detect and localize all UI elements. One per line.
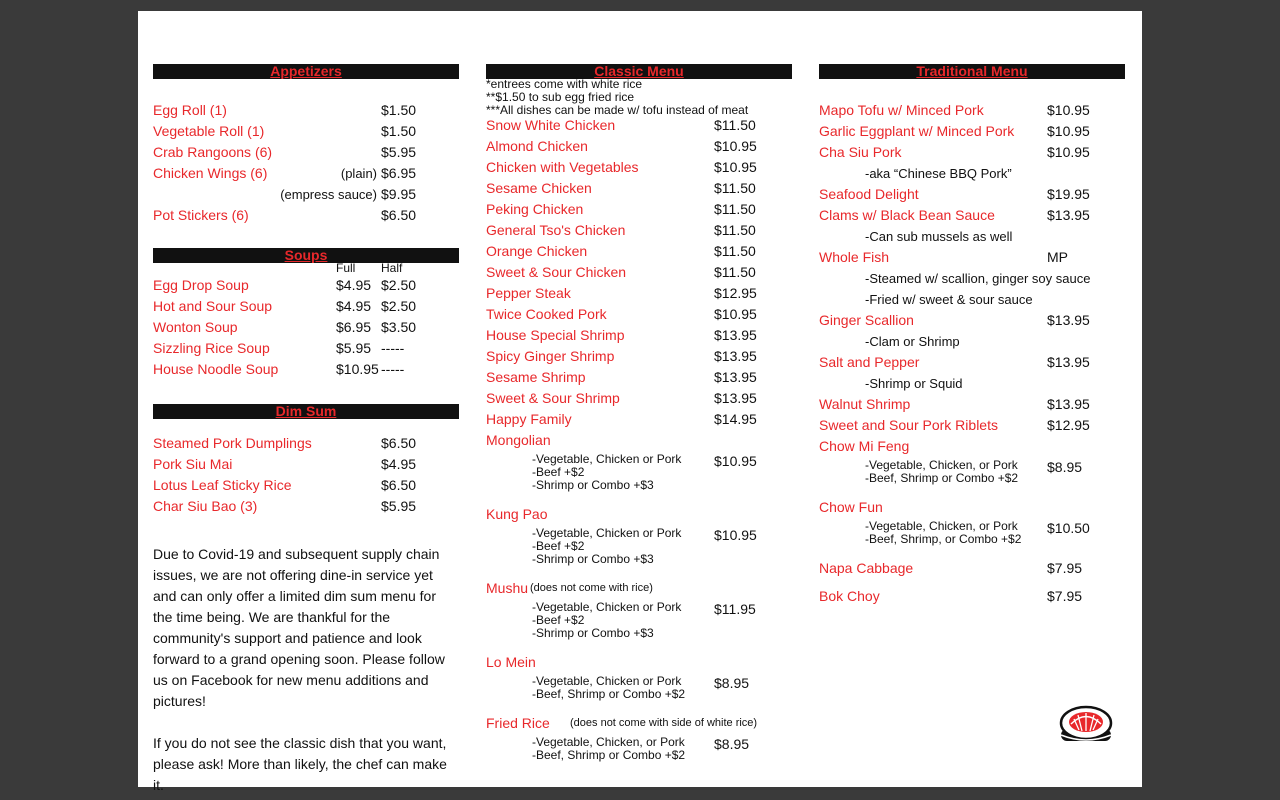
full-price: $10.95: [336, 361, 379, 377]
item-price: $13.95: [714, 327, 757, 343]
item-price: $12.95: [714, 285, 757, 301]
spacer: [486, 494, 792, 504]
item-price: $6.50: [381, 435, 417, 451]
full-price: $5.95: [336, 340, 372, 356]
spacer: [819, 548, 1125, 558]
option-lines: [532, 453, 681, 492]
option-line: -Vegetable, Chicken, or Pork: [865, 519, 1018, 533]
mongolian-block: [486, 430, 792, 504]
restaurant-logo: [1058, 705, 1114, 745]
item-detail: [819, 373, 1125, 394]
item-name: Sweet & Sour Shrimp: [486, 390, 620, 406]
classic-header: Classic Menu: [486, 64, 792, 79]
item-name: Peking Chicken: [486, 201, 584, 217]
item-price: $10.50: [1047, 520, 1090, 536]
lomein-heading: [486, 652, 792, 673]
menu-item: [153, 205, 459, 226]
spacer: [486, 703, 792, 713]
item-name: Snow White Chicken: [486, 117, 616, 133]
classic-notes: [486, 78, 792, 117]
item-name: Egg Roll (1): [153, 102, 227, 118]
item-name: Sweet and Sour Pork Riblets: [819, 417, 998, 433]
option-line: -Beef +$2: [532, 613, 585, 627]
menu-item: [153, 121, 459, 142]
appetizers-list: [153, 100, 459, 226]
item-name: Mapo Tofu w/ Minced Pork: [819, 102, 984, 118]
item-name: Lotus Leaf Sticky Rice: [153, 477, 292, 493]
menu-item: [153, 163, 459, 184]
menu-item: [153, 184, 459, 205]
friedrice-options: [486, 734, 792, 764]
item-name: Kung Pao: [486, 506, 548, 522]
item-name: Almond Chicken: [486, 138, 588, 154]
item-price: $13.95: [1047, 396, 1090, 412]
item-name: Char Siu Bao (3): [153, 498, 258, 514]
item-name: Salt and Pepper: [819, 354, 920, 370]
item-name: Pepper Steak: [486, 285, 571, 301]
menu-item: [819, 184, 1125, 205]
item-detail: [819, 331, 1125, 352]
menu-item: [486, 199, 792, 220]
dimsum-list: [153, 433, 459, 517]
item-price: $10.95: [1047, 102, 1090, 118]
item-name: House Noodle Soup: [153, 361, 279, 377]
item-price: $12.95: [1047, 417, 1090, 433]
option-lines: [532, 601, 681, 640]
item-price: $4.95: [381, 456, 417, 472]
menu-item: [819, 100, 1125, 121]
menu-item: [486, 262, 792, 283]
menu-item: [819, 247, 1125, 268]
traditional-list: [819, 100, 1125, 607]
menu-item: [819, 394, 1125, 415]
item-name: Mongolian: [486, 432, 551, 448]
item-price: $11.50: [714, 180, 756, 196]
kungpao-options: [486, 525, 792, 568]
item-price: $10.95: [1047, 123, 1090, 139]
full-price: $4.95: [336, 277, 372, 293]
item-price: $10.95: [714, 138, 757, 154]
item-name: Sizzling Rice Soup: [153, 340, 270, 356]
soup-item: [153, 359, 459, 380]
item-name: Pot Stickers (6): [153, 207, 249, 223]
item-name: Seafood Delight: [819, 186, 919, 202]
mushu-heading: [486, 578, 792, 599]
half-price: $2.50: [381, 277, 417, 293]
item-price: $8.95: [1047, 459, 1083, 475]
item-name: Crab Rangoons (6): [153, 144, 273, 160]
chowfun-heading: [819, 497, 1125, 518]
full-price: $6.95: [336, 319, 372, 335]
item-price: $11.50: [714, 222, 756, 238]
item-price: $7.95: [1047, 588, 1083, 604]
soups-list: [153, 275, 459, 380]
menu-item: [819, 352, 1125, 373]
option-line: -Vegetable, Chicken or Pork: [532, 674, 682, 688]
menu-item: [819, 121, 1125, 142]
item-price: MP: [1047, 249, 1068, 265]
item-note: (does not come with rice): [530, 582, 653, 594]
dimsum-header: Dim Sum: [153, 404, 459, 419]
item-price: $10.95: [714, 527, 757, 543]
item-name: Twice Cooked Pork: [486, 306, 607, 322]
mushu-block: [486, 578, 792, 652]
menu-item: [486, 346, 792, 367]
item-price: $8.95: [714, 736, 750, 752]
menu-page: [138, 11, 1142, 793]
item-name: Sesame Chicken: [486, 180, 592, 196]
covid-notice: Due to Covid-19 and subsequent supply chain issues, we are not offering dine-in service yet and can only offer a limited dim sum menu for the time being. We are thankful for the community's support and patience and look forward to a grand opening soon. Please follow us on Facebook for new menu additions and pictures!: [153, 546, 445, 709]
option-lines: [532, 527, 681, 566]
classic-note: ***All dishes can be made w/ tofu instead of meat: [486, 103, 749, 117]
item-price: $11.50: [714, 117, 756, 133]
item-name: Orange Chicken: [486, 243, 588, 259]
option-lines: [532, 675, 685, 701]
item-price: $11.50: [714, 243, 756, 259]
option-line: -Vegetable, Chicken or Pork: [532, 452, 682, 466]
item-name: Napa Cabbage: [819, 560, 914, 576]
item-name: Pork Siu Mai: [153, 456, 233, 472]
item-price: $6.50: [381, 207, 417, 223]
option-line: -Beef +$2: [532, 465, 585, 479]
appetizers-header: Appetizers: [153, 64, 459, 79]
menu-item: [819, 205, 1125, 226]
item-price: $13.95: [714, 348, 757, 364]
item-name: Lo Mein: [486, 654, 536, 670]
item-name: Egg Drop Soup: [153, 277, 249, 293]
classic-list: [486, 115, 792, 430]
menu-item: [153, 496, 459, 517]
menu-item: [819, 415, 1125, 436]
item-price: $13.95: [714, 390, 757, 406]
mushu-options: [486, 599, 792, 642]
menu-item: [486, 325, 792, 346]
option-line: -Beef, Shrimp, or Combo +$2: [865, 532, 1022, 546]
item-detail: [819, 268, 1125, 289]
menu-item: [486, 157, 792, 178]
ask-chef-notice: If you do not see the classic dish that you want, please ask! More than likely, the chef can make it.: [153, 735, 447, 793]
item-price: $7.95: [1047, 560, 1083, 576]
menu-item: [486, 409, 792, 430]
item-name: Cha Siu Pork: [819, 144, 902, 160]
chowfun-options: [819, 518, 1125, 548]
option-line: -Vegetable, Chicken or Pork: [532, 526, 682, 540]
item-name: Fried Rice: [486, 715, 550, 731]
item-price: $14.95: [714, 411, 757, 427]
item-name: Garlic Eggplant w/ Minced Pork: [819, 123, 1015, 139]
menu-item: [153, 100, 459, 121]
menu-item: [819, 142, 1125, 163]
detail-text: -Fried w/ sweet & sour sauce: [865, 292, 1033, 307]
item-note: (does not come with side of white rice): [570, 717, 758, 729]
spacer: [486, 642, 792, 652]
item-name: Hot and Sour Soup: [153, 298, 273, 314]
item-name: Mushu: [486, 580, 529, 596]
menu-item: [486, 367, 792, 388]
menu-item: [153, 475, 459, 496]
item-name: Bok Choy: [819, 588, 880, 604]
option-line: -Vegetable, Chicken, or Pork: [865, 458, 1018, 472]
menu-item: [153, 454, 459, 475]
soup-item: [153, 296, 459, 317]
right-column: [819, 64, 1125, 607]
item-price: $11.50: [714, 201, 756, 217]
item-note: (plain): [340, 166, 377, 181]
menu-item: [486, 241, 792, 262]
item-name: Whole Fish: [819, 249, 890, 265]
detail-text: -Can sub mussels as well: [865, 229, 1013, 244]
item-name: Chow Fun: [819, 499, 883, 515]
item-price: $13.95: [1047, 354, 1090, 370]
half-price: $3.50: [381, 319, 417, 335]
friedrice-heading: [486, 713, 792, 734]
menu-item: [819, 558, 1125, 579]
mongolian-options: [486, 451, 792, 494]
item-name: Happy Family: [486, 411, 572, 427]
item-price: $9.95: [381, 186, 417, 202]
menu-item: [486, 304, 792, 325]
item-price: $1.50: [381, 102, 417, 118]
item-name: Sweet & Sour Chicken: [486, 264, 627, 280]
kungpao-block: [486, 504, 792, 578]
traditional-header: Traditional Menu: [819, 64, 1125, 79]
option-line: -Vegetable, Chicken or Pork: [532, 600, 682, 614]
classic-combo-dishes: [486, 430, 792, 764]
item-detail: [819, 163, 1125, 184]
soups-full-label: Full: [336, 261, 356, 275]
item-name: House Special Shrimp: [486, 327, 625, 343]
item-name: Spicy Ginger Shrimp: [486, 348, 615, 364]
item-name: Clams w/ Black Bean Sauce: [819, 207, 995, 223]
menu-item: [486, 115, 792, 136]
option-line: -Beef, Shrimp or Combo +$2: [532, 748, 686, 762]
option-line: -Beef +$2: [532, 539, 585, 553]
mongolian-heading: [486, 430, 792, 451]
item-price: $6.95: [381, 165, 417, 181]
detail-text: -Clam or Shrimp: [865, 334, 960, 349]
option-line: -Shrimp or Combo +$3: [532, 552, 654, 566]
option-lines: [865, 520, 1021, 546]
item-name: Wonton Soup: [153, 319, 238, 335]
friedrice-block: [486, 713, 792, 764]
item-price: $13.95: [714, 369, 757, 385]
kungpao-heading: [486, 504, 792, 525]
item-name: Walnut Shrimp: [819, 396, 911, 412]
item-note: (empress sauce): [280, 187, 377, 202]
chowfun-block: [819, 497, 1125, 558]
option-line: -Vegetable, Chicken, or Pork: [532, 735, 685, 749]
soup-item: [153, 317, 459, 338]
item-price: $11.95: [714, 601, 756, 617]
menu-item: [153, 433, 459, 454]
menu-item: [153, 142, 459, 163]
item-price: $1.50: [381, 123, 417, 139]
soups-half-label: Half: [381, 261, 403, 275]
detail-text: -Steamed w/ scallion, ginger soy sauce: [865, 271, 1091, 286]
classic-note: *entrees come with white rice: [486, 77, 643, 91]
item-price: $13.95: [1047, 312, 1090, 328]
item-name: Vegetable Roll (1): [153, 123, 265, 139]
lomein-block: [486, 652, 792, 713]
full-price: $4.95: [336, 298, 372, 314]
menu-item: [486, 283, 792, 304]
middle-column: [486, 64, 792, 764]
soup-item: [153, 338, 459, 359]
lomein-options: [486, 673, 792, 703]
item-name: Steamed Pork Dumplings: [153, 435, 312, 451]
option-lines: [865, 459, 1018, 485]
item-detail: [819, 289, 1125, 310]
half-price: $2.50: [381, 298, 417, 314]
item-price: $6.50: [381, 477, 417, 493]
item-price: $10.95: [714, 453, 757, 469]
item-name: Chow Mi Feng: [819, 438, 910, 454]
half-price: -----: [381, 361, 405, 377]
left-column: [153, 64, 459, 796]
item-price: $10.95: [714, 159, 757, 175]
item-price: $19.95: [1047, 186, 1090, 202]
item-price: $8.95: [714, 675, 750, 691]
menu-item: [486, 388, 792, 409]
item-name: General Tso's Chicken: [486, 222, 626, 238]
menu-item: [819, 436, 1125, 457]
half-price: -----: [381, 340, 405, 356]
item-name: Chicken with Vegetables: [486, 159, 639, 175]
detail-text: -aka “Chinese BBQ Pork”: [865, 166, 1012, 181]
item-name: Sesame Shrimp: [486, 369, 586, 385]
item-price: $5.95: [381, 144, 417, 160]
classic-note: **$1.50 to sub egg fried rice: [486, 90, 635, 104]
chowmifeng-options: [819, 457, 1125, 497]
item-price: $13.95: [1047, 207, 1090, 223]
option-line: -Shrimp or Combo +$3: [532, 626, 654, 640]
spacer: [819, 579, 1125, 586]
item-detail: [819, 226, 1125, 247]
menu-item: [819, 310, 1125, 331]
item-price: $5.95: [381, 498, 417, 514]
option-lines: [532, 736, 685, 762]
soups-header: Soups: [153, 248, 459, 263]
item-price: $11.50: [714, 264, 756, 280]
item-price: $10.95: [1047, 144, 1090, 160]
menu-item: [486, 220, 792, 241]
detail-text: -Shrimp or Squid: [865, 376, 963, 391]
item-name: Chicken Wings (6): [153, 165, 268, 181]
soup-item: [153, 275, 459, 296]
item-price: $10.95: [714, 306, 757, 322]
spacer: [486, 568, 792, 578]
option-line: -Beef, Shrimp or Combo +$2: [532, 687, 686, 701]
menu-item: [819, 586, 1125, 607]
menu-item: [486, 136, 792, 157]
option-line: -Beef, Shrimp or Combo +$2: [865, 471, 1019, 485]
option-line: -Shrimp or Combo +$3: [532, 478, 654, 492]
item-name: Ginger Scallion: [819, 312, 914, 328]
menu-item: [486, 178, 792, 199]
